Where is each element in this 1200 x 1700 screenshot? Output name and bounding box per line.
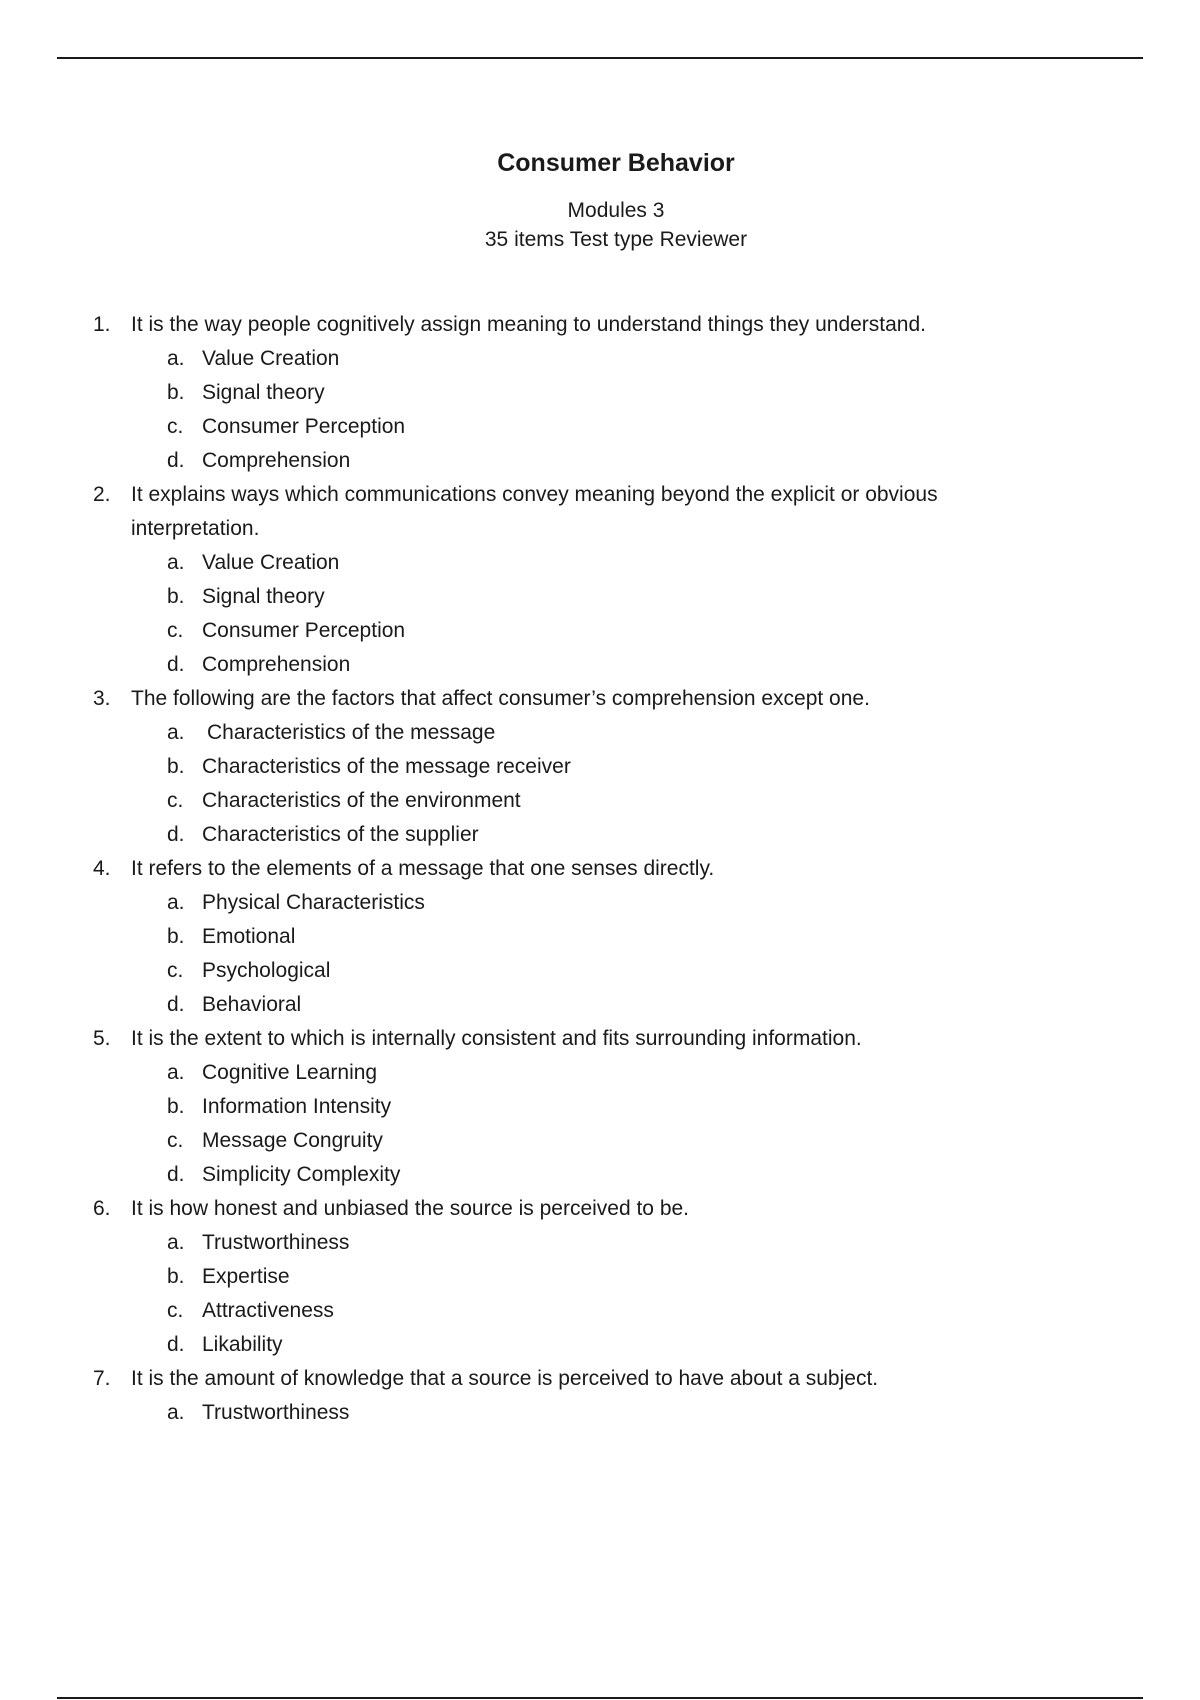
choice-item (131, 614, 1100, 648)
question-7 (0, 1362, 1100, 1430)
question-number: 3. (93, 687, 111, 710)
choice-letter: d. (167, 823, 185, 846)
choice-text: Value Creation (202, 551, 340, 574)
choice-letter: b. (167, 381, 185, 404)
choice-letter: c. (167, 959, 184, 982)
choice-list (131, 546, 1100, 682)
choice-item (131, 376, 1100, 410)
choice-item (131, 580, 1100, 614)
choice-letter: b. (167, 585, 185, 608)
choice-text: Behavioral (202, 993, 302, 1016)
question-number: 2. (93, 483, 111, 506)
choice-letter: d. (167, 449, 185, 472)
choice-item (131, 750, 1100, 784)
choice-letter: a. (167, 1231, 185, 1254)
choice-letter: a. (167, 1401, 185, 1424)
choice-letter: c. (167, 415, 184, 438)
choice-item (131, 1294, 1100, 1328)
choice-text: Information Intensity (202, 1095, 392, 1118)
choice-letter: d. (167, 1333, 185, 1356)
choice-text: Consumer Perception (202, 619, 406, 642)
choice-text: Comprehension (202, 653, 351, 676)
choice-item (131, 342, 1100, 376)
choice-text: Consumer Perception (202, 415, 406, 438)
question-4 (0, 852, 1100, 1022)
choice-text: Signal theory (202, 381, 325, 404)
choice-item (131, 410, 1100, 444)
choice-text: Trustworthiness (202, 1231, 350, 1254)
subtitle-reviewer: 35 items Test type Reviewer (484, 228, 748, 251)
choice-item (131, 988, 1100, 1022)
question-3 (0, 682, 1100, 852)
subtitle-modules: Modules 3 (567, 199, 665, 222)
choice-text: Psychological (202, 959, 331, 982)
choice-text: Comprehension (202, 449, 351, 472)
choice-text: Message Congruity (202, 1129, 383, 1152)
question-number: 4. (93, 857, 111, 880)
choice-item (131, 716, 1100, 750)
choice-item (131, 818, 1100, 852)
choice-letter: a. (167, 1061, 185, 1084)
choice-letter: a. (167, 551, 185, 574)
choice-list (131, 716, 1100, 852)
question-text: It refers to the elements of a message that one senses directly. (131, 857, 715, 880)
question-text: It is the amount of knowledge that a source is perceived to have about a subject. (131, 1367, 879, 1390)
question-text: It is the way people cognitively assign meaning to understand things they understand. (131, 313, 926, 336)
choice-text: Signal theory (202, 585, 325, 608)
choice-item (131, 784, 1100, 818)
choice-list (131, 1396, 1100, 1430)
choice-letter: c. (167, 789, 184, 812)
choice-letter: b. (167, 1095, 185, 1118)
choice-text: Trustworthiness (202, 1401, 350, 1424)
choice-text: Expertise (202, 1265, 290, 1288)
choice-letter: a. (167, 347, 185, 370)
choice-text: Cognitive Learning (202, 1061, 378, 1084)
question-6 (0, 1192, 1100, 1362)
choice-letter: c. (167, 1129, 184, 1152)
choice-item (131, 648, 1100, 682)
choice-item (131, 954, 1100, 988)
question-text: It is how honest and unbiased the source is perceived to be. (131, 1197, 690, 1220)
choice-item (131, 920, 1100, 954)
choice-item (131, 886, 1100, 920)
question-number: 7. (93, 1367, 111, 1390)
document-title: Consumer Behavior (497, 149, 735, 177)
choice-item (131, 1056, 1100, 1090)
choice-item (131, 1090, 1100, 1124)
choice-letter: a. (167, 721, 185, 744)
question-2 (0, 478, 1100, 682)
choice-text: Characteristics of the environment (202, 789, 521, 812)
question-text: The following are the factors that affect consumer’s comprehension except one. (131, 687, 870, 710)
choice-item (131, 1396, 1100, 1430)
choice-text: Emotional (202, 925, 296, 948)
choice-text: Physical Characteristics (202, 891, 425, 914)
question-text: It is the extent to which is internally consistent and fits surrounding information. (131, 1027, 862, 1050)
choice-letter: b. (167, 755, 185, 778)
question-number: 1. (93, 313, 111, 336)
question-number: 5. (93, 1027, 111, 1050)
choice-item (131, 1158, 1100, 1192)
choice-text: Value Creation (202, 347, 340, 370)
choice-item (131, 1226, 1100, 1260)
choice-letter: a. (167, 891, 185, 914)
choice-letter: d. (167, 993, 185, 1016)
choice-list (131, 1056, 1100, 1192)
choice-text: Characteristics of the supplier (202, 823, 479, 846)
choice-letter: b. (167, 925, 185, 948)
top-divider (57, 57, 1143, 59)
choice-letter: c. (167, 1299, 184, 1322)
choice-letter: d. (167, 653, 185, 676)
choice-letter: d. (167, 1163, 185, 1186)
choice-text: Characteristics of the message receiver (202, 755, 571, 778)
choice-text: Simplicity Complexity (202, 1163, 401, 1186)
choice-letter: c. (167, 619, 184, 642)
choice-list (131, 342, 1100, 478)
question-number: 6. (93, 1197, 111, 1220)
bottom-divider (57, 1697, 1143, 1699)
choice-item (131, 1260, 1100, 1294)
choice-letter: b. (167, 1265, 185, 1288)
choice-text: Attractiveness (202, 1299, 334, 1322)
choice-list (131, 886, 1100, 1022)
choice-item (131, 1124, 1100, 1158)
choice-item (131, 444, 1100, 478)
document-subtitle (0, 196, 1200, 254)
document-header (0, 146, 1200, 254)
question-text: It explains ways which communications convey meaning beyond the explicit or obvious interpretation. (131, 483, 938, 540)
choice-item (131, 546, 1100, 580)
question-1 (0, 308, 1100, 478)
question-5 (0, 1022, 1100, 1192)
choice-item (131, 1328, 1100, 1362)
choice-list (131, 1226, 1100, 1362)
choice-text: Likability (202, 1333, 283, 1356)
question-list (0, 308, 1100, 1430)
choice-text: Characteristics of the message (207, 721, 496, 744)
